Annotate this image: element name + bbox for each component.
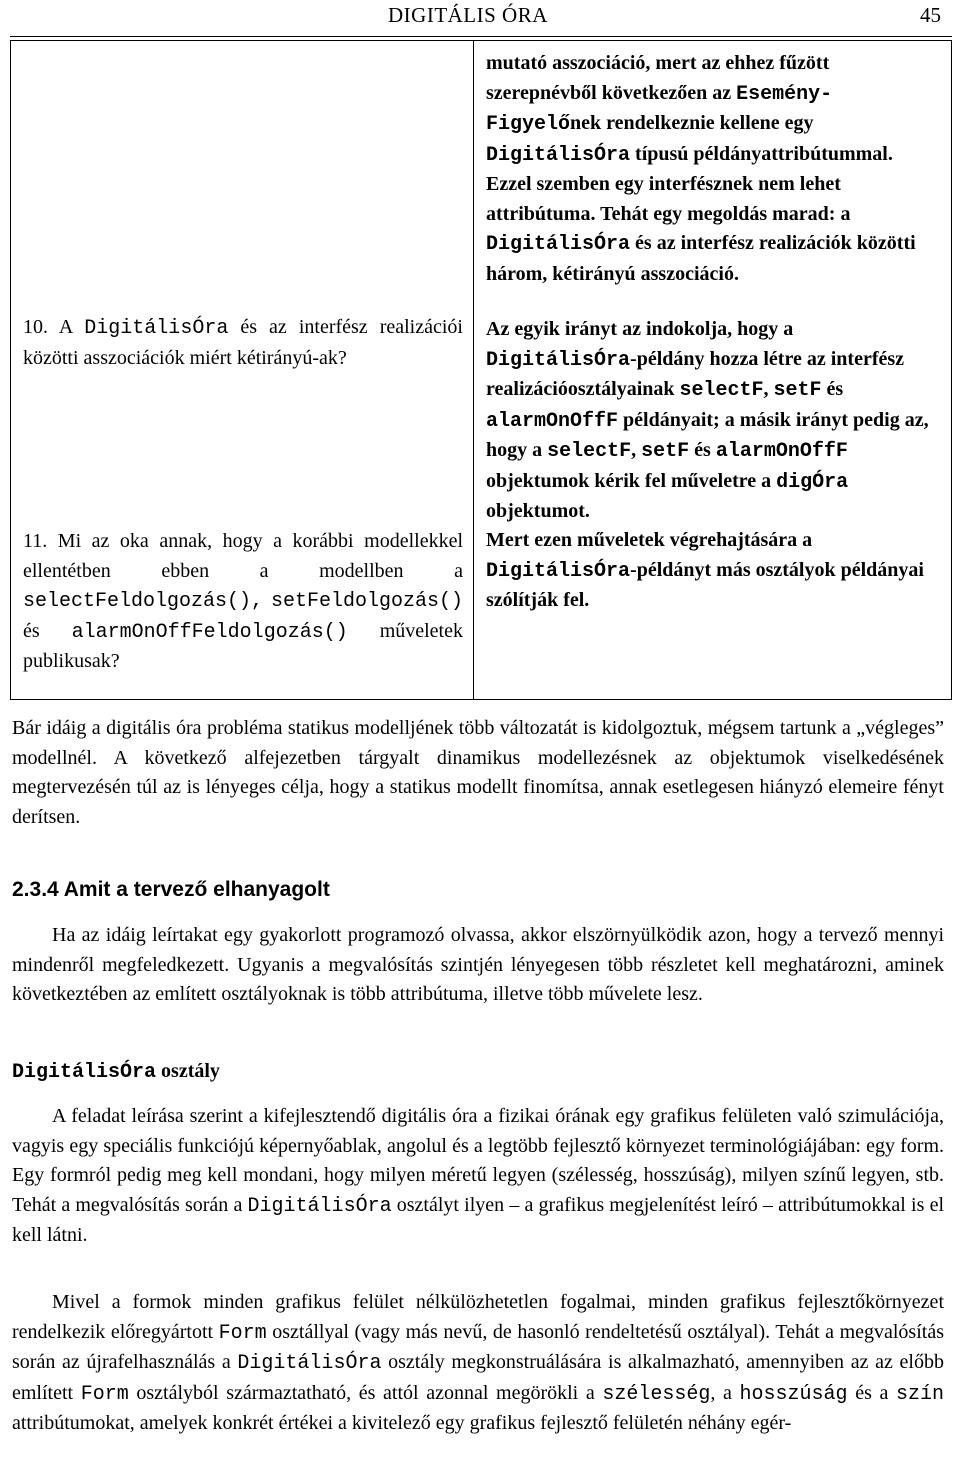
code-term: selectFeldolgozás(), xyxy=(23,590,264,613)
code-term: Form xyxy=(218,1321,267,1345)
code-term: digÓra xyxy=(776,470,849,494)
header-rule xyxy=(10,36,952,37)
code-term: selectF xyxy=(679,379,764,402)
code-term: selectF xyxy=(547,440,632,463)
code-term: setF xyxy=(773,379,822,402)
code-term: DigitálisÓra xyxy=(84,317,229,340)
page-header xyxy=(0,0,960,30)
paragraph-form: A feladat leírása szerint a kifejlesztendő digitális óra a fizikai órának egy grafikus felületen való szimulációja, vagyis egy speciális funkciójú képernyőablak, angolul és a legtöbb fejlesztő környezet terminológiájában: egy form. Egy formról pedig meg kell mondani, hogy milyen méretű legyen (szélesség, hosszúság), milyen színű legyen, stb. Tehát a megvalósítás során a DigitálisÓra osztályt ilyen – a grafikus megjelenítést leíró – attribútumokkal is el kell látni. xyxy=(12,1105,944,1246)
answer-11: Mert ezen műveletek végrehajtására a DigitálisÓra-példányt más osztályok példányai szólítják fel. xyxy=(486,529,924,611)
code-term: DigitálisÓra xyxy=(237,1352,382,1375)
question-10: 10. A DigitálisÓra és az interfész realizációi közötti asszociációk miért kétirányú-ak? xyxy=(23,316,463,369)
section-heading: 2.3.4 Amit a tervező elhanyagolt xyxy=(12,878,330,901)
code-term: Esemény-Figyelő xyxy=(486,82,833,136)
code-term: DigitálisÓra xyxy=(486,143,631,167)
code-term: setF xyxy=(641,440,690,463)
code-term: DigitálisÓra xyxy=(486,348,631,372)
subheading-class: DigitálisÓra osztály xyxy=(12,1060,220,1084)
answers-column xyxy=(474,40,952,700)
code-term: DigitálisÓra xyxy=(12,1061,157,1084)
code-term: DigitálisÓra xyxy=(247,1194,392,1218)
paragraph-programmer: Ha az idáig leírtakat egy gyakorlott programozó olvassa, akkor elszörnyülködik azon, hogy a tervező mennyi mindenről megfeledkezett. Ugyanis a megvalósítás szintjén lényegesen több részletet kell meghatározni, aminek következtében az említett osztályoknak is több attribútuma, illetve több művelete lesz. xyxy=(12,924,944,1005)
answer-9-continued: mutató asszociáció, mert az ehhez fűzött szerepnévből következően az Esemény-Figyelőnek rendelkeznie kellene egy DigitálisÓra típusú példányattribútummal. Ezzel szemben egy interfésznek nem lehet attribútuma. Tehát egy megoldás marad: a DigitálisÓra és az interfész realizációk közötti három, kétirányú asszociáció. xyxy=(486,52,916,285)
code-term: Form xyxy=(80,1382,129,1406)
code-term: alarmOnOffF xyxy=(715,440,848,463)
answer-10: Az egyik irányt az indokolja, hogy a DigitálisÓra-példány hozza létre az interfész realizációosztályainak selectF, setF és alarmOnOffF példányait; a másik irányt pedig az, hogy a selectF, setF és alarmOnOffF objektumok kérik fel műveletre a digÓra objektumot. xyxy=(486,318,929,522)
paragraph-inheritance: Mivel a formok minden grafikus felület nélkülözhetetlen fogalmai, minden grafikus fejlesztőkörnyezet rendelkezik előregyártott Form osztállyal (vagy más nevű, de hasonló rendeltetésű osztályal). Tehát a megvalósítás során az újrafelhasználás a DigitálisÓra osztály megkonstruálására is alkalmazható, amennyiben az az előbb említett Form osztályból származtatható, és attól azonnal megörökli a szélesség, a hosszúság és a szín attribútumokat, amelyek konkrét értékei a kivitelező egy grafikus fejlesztő felületén néhány egér- xyxy=(12,1291,944,1434)
code-term: DigitálisÓra xyxy=(486,233,631,256)
code-term: DigitálisÓra xyxy=(486,559,631,583)
code-term: szín xyxy=(895,1382,944,1406)
code-term: alarmOnOffF xyxy=(486,409,619,433)
running-title: DIGITÁLIS ÓRA xyxy=(388,3,548,27)
code-term: setFeldolgozás() xyxy=(270,590,463,613)
question-11: 11. Mi az oka annak, hogy a korábbi modellekkel ellentétben ebben a modellben a selectFeldolgozás(), setFeldolgozás() és alarmOnOffFeldolgozás() műveletek publikusak? xyxy=(23,530,463,672)
page-number: 45 xyxy=(920,3,941,27)
paragraph-summary: Bár idáig a digitális óra probléma statikus modelljének több változatát is kidolgoztuk, mégsem tartunk a „végleges” modellnél. A következő alfejezetben tárgyalt dinamikus modellezésnek az objektumok viselkedésének megtervezésén túl az is lényeges célja, hogy a statikus modellt finomítsa, annak esetlegesen hiányzó elemeire fényt derítsen. xyxy=(12,717,944,828)
code-term: hosszúság xyxy=(739,1382,848,1406)
questions-column xyxy=(10,40,474,700)
code-term: alarmOnOffFeldolgozás() xyxy=(71,620,348,644)
code-term: szélesség xyxy=(602,1382,711,1406)
